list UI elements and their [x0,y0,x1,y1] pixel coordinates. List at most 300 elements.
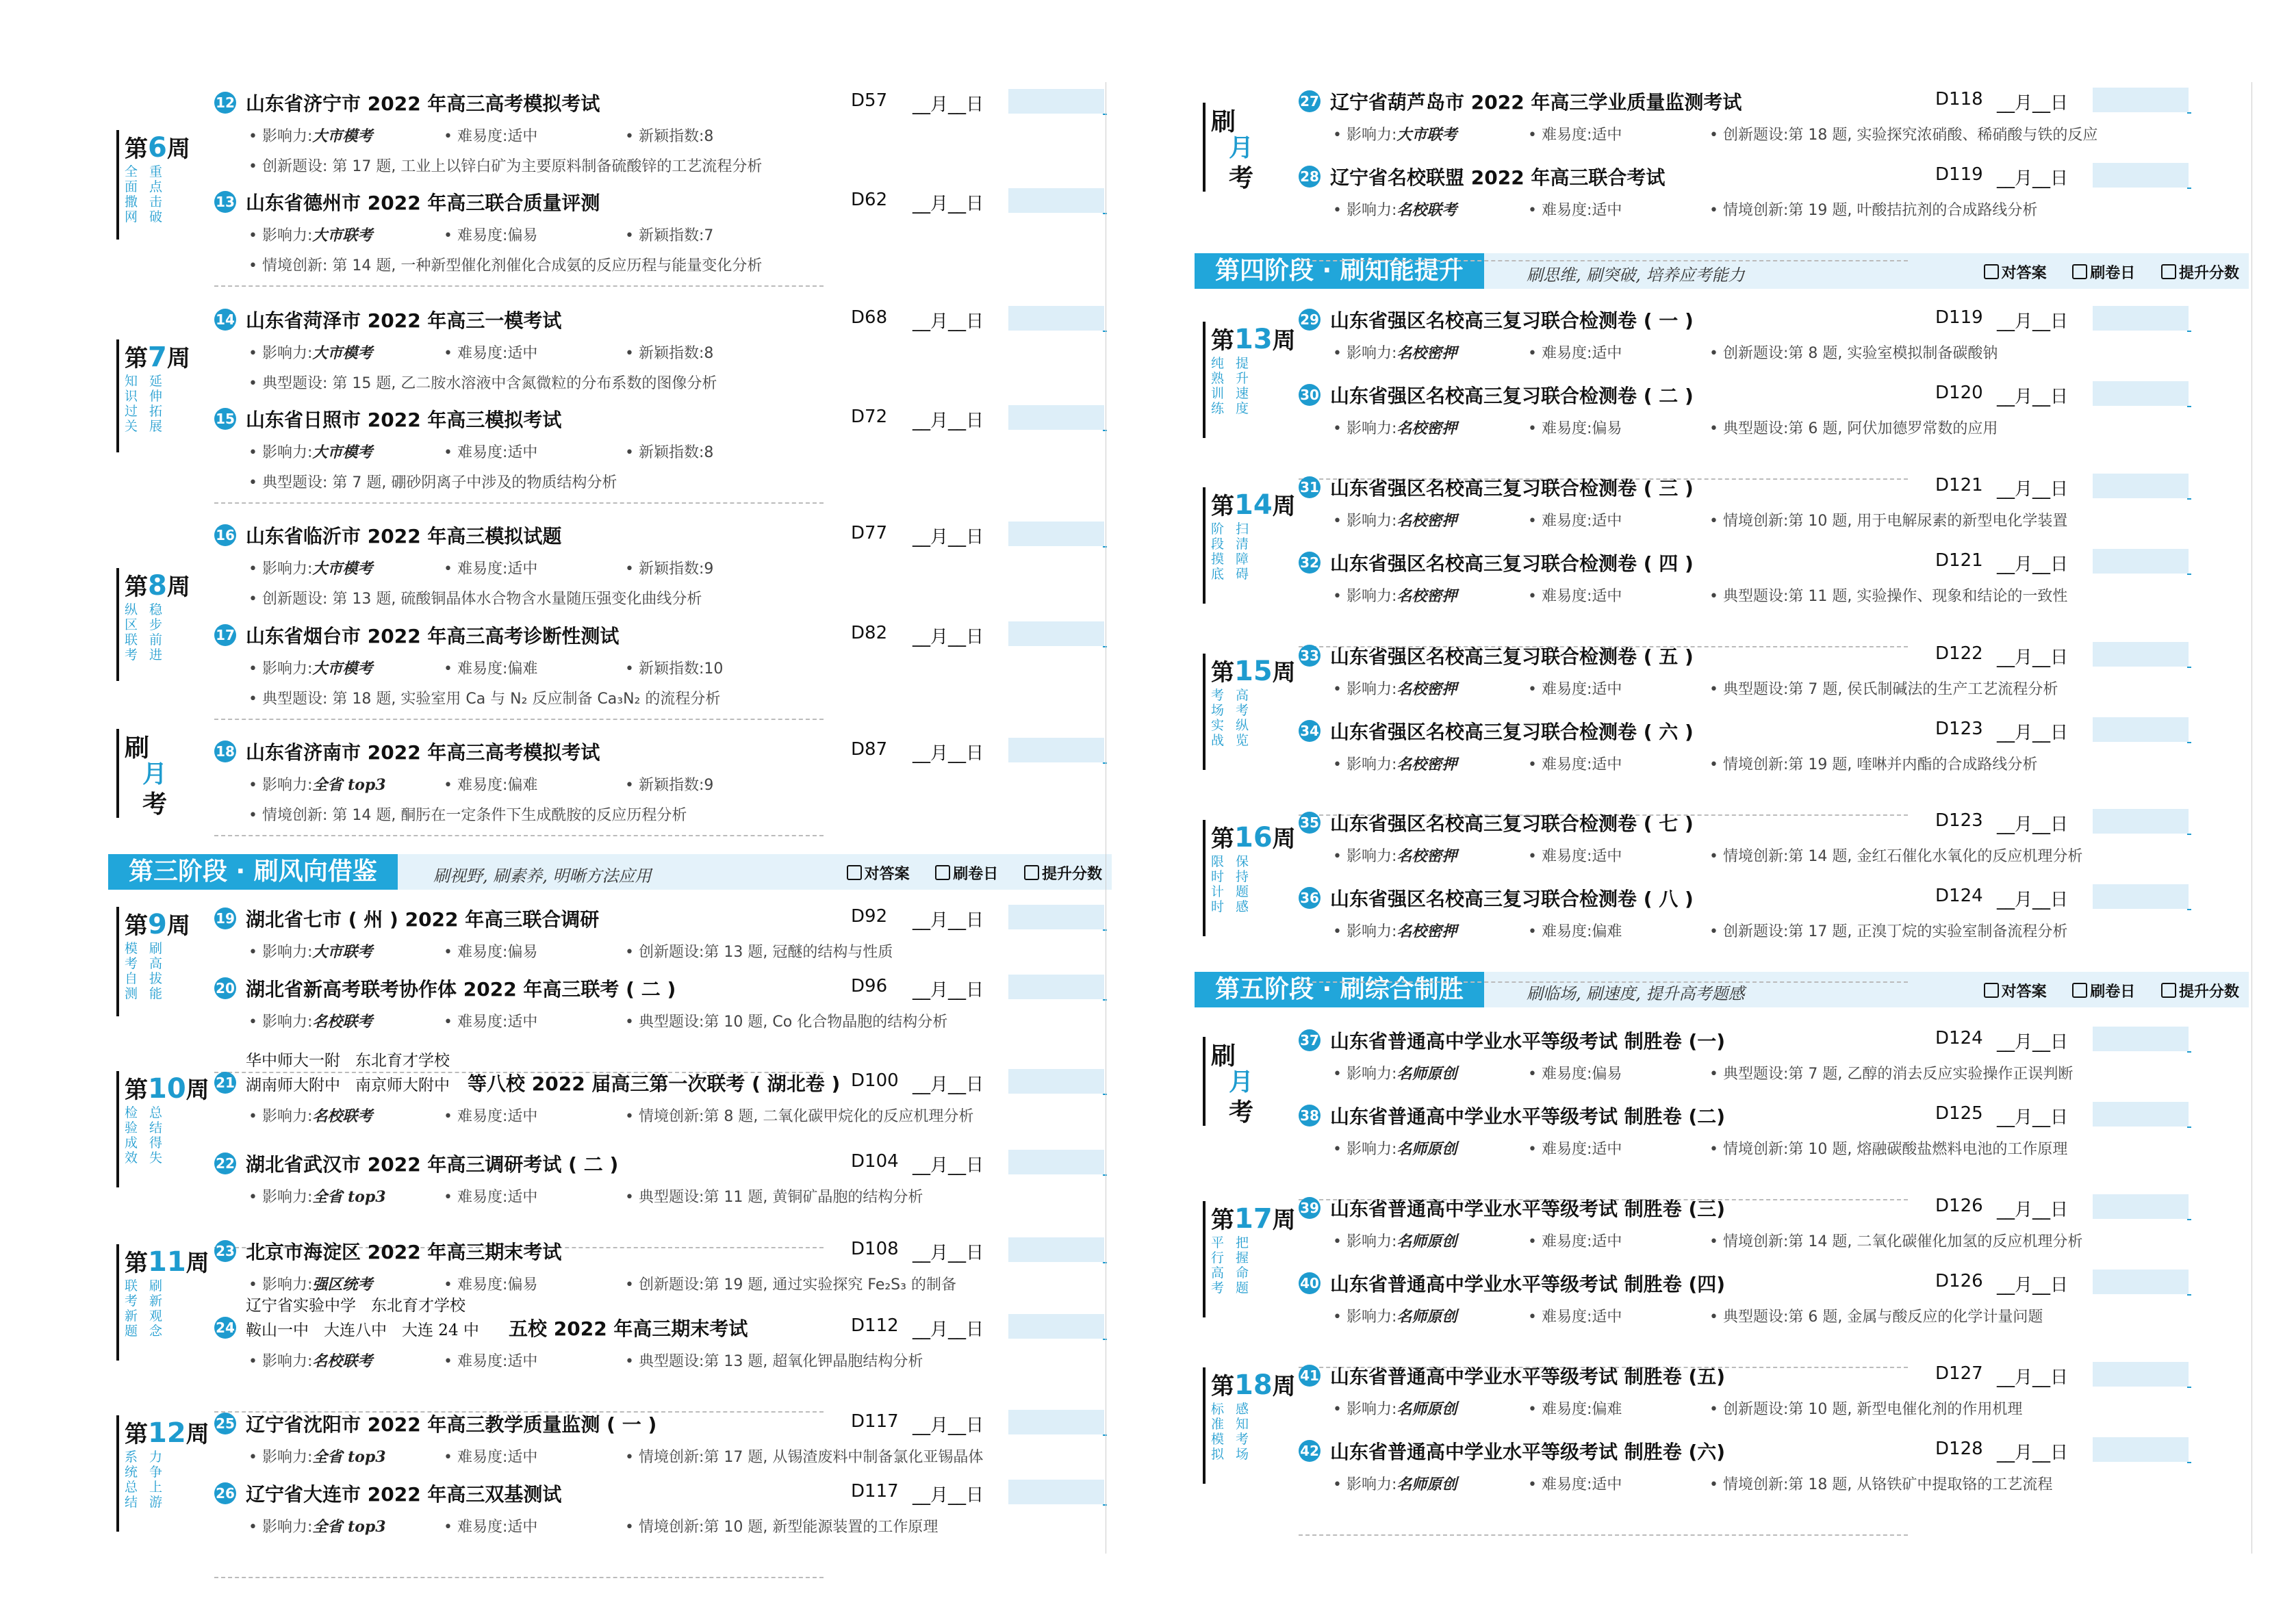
exam-title: 五校 2022 年高三期末考试 [509,1317,748,1340]
score-input-bar[interactable] [1008,1314,1104,1339]
exam-title: 山东省普通高中学业水平等级考试 制胜卷 (三) [1330,1198,1726,1220]
exam-entry [1299,1270,2257,1365]
exam-number-badge: 13 [214,191,236,213]
page-code: D117 [851,1411,899,1432]
third-meta-item: • 情境创新:第 18 题, 从铬铁矿中提取铬的工艺流程 [1709,1476,2053,1493]
score-input-bar[interactable] [1008,905,1104,929]
score-input-bar[interactable] [1008,621,1104,646]
exam-title: 辽宁省大连市 2022 年高三双基测试 [246,1483,562,1506]
third-meta-item: • 典型题设:第 6 题, 金属与酸反应的化学计量问题 [1709,1309,2043,1326]
exam-entry [1299,381,2257,477]
influence-item: • 影响力:名校联考 [248,1352,373,1370]
third-meta-item: • 创新题设:第 18 题, 实验探究浓硝酸、稀硝酸与铁的反应 [1709,127,2098,144]
difficulty-item: • 难易度:偏易 [1528,420,1622,437]
influence-item: • 影响力:名校联考 [1333,201,1457,219]
page-code: D126 [1935,1196,1983,1216]
entry-divider [214,502,824,504]
exam-detail: • 典型题设: 第 7 题, 硼砂阴离子中涉及的物质结构分析 [248,474,617,491]
exam-title: 湖北省七市 ( 州 ) 2022 年高三联合调研 [246,908,600,931]
entry-divider [1299,260,1908,261]
exam-title: 北京市海淀区 2022 年高三期末考试 [246,1241,562,1263]
page-code: D92 [851,906,888,927]
influence-item: • 影响力:名校联考 [248,1107,373,1125]
score-input-bar[interactable] [1008,405,1104,430]
difficulty-item: • 难易度:适中 [1528,127,1622,144]
difficulty-item: • 难易度:适中 [1528,1476,1622,1493]
exam-detail: • 创新题设: 第 17 题, 工业上以锌白矿为主要原料制备硫酸锌的工艺流程分析 [248,158,763,175]
difficulty-item: • 难易度:适中 [444,1519,538,1536]
third-meta-item: • 情境创新:第 10 题, 熔融碳酸盐燃料电池的工作原理 [1709,1141,2068,1158]
check-answer-button[interactable]: 对答案 [1984,265,2047,282]
exam-title: 辽宁省沈阳市 2022 年高三教学质量监测 ( 一 ) [246,1413,657,1436]
third-meta-item: • 新颖指数:7 [625,227,714,244]
difficulty-item: • 难易度:适中 [444,1449,538,1466]
score-input-bar[interactable] [2093,642,2189,667]
difficulty-item: • 难易度:适中 [444,1014,538,1031]
exam-entry [1299,1102,2257,1198]
influence-item: • 影响力:名校密押 [1333,680,1457,698]
influence-item: • 影响力:全省 top3 [248,1518,386,1536]
exam-title: 山东省烟台市 2022 年高三高考诊断性测试 [246,625,620,647]
score-input-bar[interactable] [1008,1480,1104,1504]
exam-entry [1299,1437,2257,1533]
exam-title: 山东省强区名校高三复习联合检测卷 ( 五 ) [1330,645,1694,668]
exam-title: 山东省普通高中学业水平等级考试 制胜卷 (四) [1330,1273,1726,1296]
exam-entry [214,1150,1173,1246]
third-meta-item: • 情境创新:第 14 题, 金红石催化水氧化的反应机理分析 [1709,848,2083,865]
school-name: 华中师大一附 [246,1052,340,1070]
date-blank[interactable]: __月__日 [913,1485,984,1506]
third-meta-item: • 典型题设:第 6 题, 阿伏加德罗常数的应用 [1709,420,1998,437]
difficulty-item: • 难易度:适中 [444,561,538,578]
third-meta-item: • 创新题设:第 10 题, 新型电催化剂的作用机理 [1709,1401,2023,1418]
difficulty-item: • 难易度:适中 [444,345,538,362]
exam-title: 山东省强区名校高三复习联合检测卷 ( 三 ) [1330,477,1694,500]
page-code: D128 [1935,1439,1983,1459]
bar-chart-icon [2161,983,2176,998]
stage-3-title: 第三阶段 · 刷风向借鉴 [108,854,398,890]
page-code: D121 [1935,550,1983,571]
exam-entry [214,621,1173,717]
influence-item: • 影响力:大市联考 [1333,126,1457,144]
third-meta-item: • 情境创新:第 17 题, 从锡渣废料中制备氯化亚锡晶体 [625,1449,984,1466]
score-input-bar[interactable] [2093,1437,2189,1462]
exam-number-badge: 31 [1299,476,1321,498]
stage-3-slogan: 刷视野, 刷素养, 明晰方法应用 [433,866,652,886]
page-code: D120 [1935,383,1983,403]
date-blank[interactable]: __月__日 [913,980,984,1001]
school-name: 大连 24 中 [402,1322,479,1339]
date-blank[interactable]: __月__日 [1997,311,2069,332]
date-blank[interactable]: __月__日 [913,627,984,647]
date-blank[interactable]: __月__日 [1997,723,2069,743]
third-meta-item: • 情境创新:第 10 题, 用于电解尿素的新型电化学装置 [1709,513,2068,530]
exam-entry [1299,163,2257,259]
entry-divider [214,1577,824,1578]
influence-item: • 影响力:名师原创 [1333,1476,1457,1493]
difficulty-item: • 难易度:适中 [1528,848,1622,865]
bar-chart-icon [2161,264,2176,279]
exam-detail: • 典型题设: 第 18 题, 实验室用 Ca 与 N₂ 反应制备 Ca₃N₂ 的流程分析 [248,691,721,708]
school-list [246,1293,494,1343]
school-name: 东北育才学校 [355,1052,450,1070]
page-code: D104 [851,1151,899,1172]
influence-item: • 影响力:全省 top3 [248,1448,386,1466]
exam-number-badge: 12 [214,92,236,114]
third-meta-item: • 创新题设:第 8 题, 实验室模拟制备碳酸钠 [1709,345,1998,362]
exam-number-badge: 16 [214,524,236,546]
exam-number-badge: 18 [214,741,236,762]
difficulty-item: • 难易度:适中 [1528,588,1622,605]
page-code: D77 [851,523,888,543]
improve-score-button[interactable]: 提升分数 [2161,265,2239,282]
exam-title: 湖北省新高考联考协作体 2022 年高三联考 ( 二 ) [246,978,676,1001]
exam-title: 湖北省武汉市 2022 年高三调研考试 ( 二 ) [246,1153,619,1176]
exam-entry [214,522,1173,617]
school-name: 湖南师大附中 [246,1077,340,1094]
right-page: 刷 月 考 第四阶段 · 刷知能提升 刷思维, 刷突破, 培养应考能力 对答案 刷卷日 提升分数 第13周 纯熟训练 提升速度 第14周 阶段摸底 扫清障碍 第15周 考场实战 高考纵览 第16周 限时计时 保持题感 第五阶段 · 刷综合制胜 刷临场, 刷速度, 提升高考题感 对答案 刷卷日 提升分数 刷 月 考 第17周 平行高考 把握命题 第18周 标准模拟 感知考场 27 辽宁省葫芦岛市 2022 年高三学业质量监测考试 D118 __月__日 • 影响力:大市联考 • 难易度:适中 • 创新题设:第 18 题, 实验探究浓硝酸、稀硝酸与铁的反应 28 辽宁省名校联盟 2022 年高三联合考试 D119 __月__日 • 影响力:名校联考 • 难易度:适中 • 情境创新:第 19 题, 叶酸拮抗剂的合成路线分析 29 山东省强区名校高三复习联合检测卷 ( 一 ) D119 __月__日 • 影响力:名校密押 • 难易度:适中 • 创新题设:第 8 题, 实验室模拟制备碳酸钠 30 山东省强区名校高三复习联合检测卷 ( 二 ) D120 __月__日 • 影响力:名校密押 • 难易度:偏易 • 典型题设:第 6 题, 阿伏加德罗常数的应用 31 山东省强区名校高三复习联合检测卷 ( 三 ) D121 __月__日 • 影响力:名校密押 • 难易度:适中 • 情境创新:第 10 题, 用于电解尿素的新型电化学装置 32 山东省强区名校高三复习联合检测卷 ( 四 ) D121 __月__日 • 影响力:名校密押 • 难易度:适中 • 典型题设:第 11 题, 实验操作、现象和结论的一致性 33 山东省强区名校高三复习联合检测卷 ( 五 ) D122 __月__日 • 影响力:名校密押 • 难易度:适中 • 典型题设:第 7 题, 侯氏制碱法的生产工艺流程分析 34 山东省强区名校高三复习联合检测卷 ( 六 ) D123 __月__日 • 影响力:名校密押 • 难易度:适中 • 情境创新:第 19 题, 喹啉并内酯的合成路线分析 35 山东省强区名校高三复习联合检测卷 ( 七 ) D123 __月__日 • 影响力:名校密押 • 难易度:适中 • 情境创新:第 14 题, 金红石催化水氧化的反应机理分析 36 山东省强区名校高三复习联合检测卷 ( 八 ) D124 __月__日 • 影响力:名校密押 • 难易度:偏难 • 创新题设:第 17 题, 正溴丁烷的实验室制备流程分析 37 山东省普通高中学业水平等级考试 制胜卷 (一) D124 __月__日 • 影响力:名师原创 • 难易度:偏易 • 典型题设:第 7 题, 乙醇的消去反应实验操作正误判断 38 山东省普通高中学业水平等级考试 制胜卷 (二) D125 __月__日 • 影响力:名师原创 • 难易度:适中 • 情境创新:第 10 题, 熔融碳酸盐燃料电池的工作原理 39 山东省普通高中学业水平等级考试 制胜卷 (三) D126 __月__日 • 影响力:名师原创 • 难易度:适中 • 情境创新:第 14 题, 二氧化碳催化加氢的反应机理分析 40 山东省普通高中学业水平等级考试 制胜卷 (四) D126 __月__日 • 影响力:名师原创 • 难易度:适中 • 典型题设:第 6 题, 金属与酸反应的化学计量问题 41 山东省普通高中学业水平等级考试 制胜卷 (五) D127 __月__日 • 影响力:名师原创 • 难易度:偏难 • 创新题设:第 10 题, 新型电催化剂的作用机理 42 山东省普通高中学业水平等级考试 制胜卷 (六) D128 __月__日 • 影响力:名师原创 • 难易度:适中 • 情境创新:第 18 题, 从铬铁矿中提取铬的工艺流程 [1148,0,2296,1622]
exam-title: 山东省临沂市 2022 年高三模拟试题 [246,525,562,548]
exam-entry [1299,549,2257,645]
difficulty-item: • 难易度:适中 [1528,681,1622,698]
exam-number-badge: 28 [1299,166,1321,188]
page-code: D100 [851,1070,899,1091]
date-blank[interactable]: __月__日 [1997,93,2069,114]
bar-chart-icon [1024,865,1039,880]
third-meta-item: • 情境创新:第 14 题, 二氧化碳催化加氢的反应机理分析 [1709,1233,2083,1250]
date-blank[interactable]: __月__日 [1997,1443,2069,1463]
page-code: D121 [1935,475,1983,495]
exam-number-badge: 14 [214,309,236,331]
page-code: D125 [1935,1103,1983,1124]
score-input-bar[interactable] [1008,188,1104,213]
exam-title: 山东省菏泽市 2022 年高三一模考试 [246,309,562,332]
checkbox-icon [1984,983,1999,998]
score-input-bar[interactable] [2093,549,2189,574]
third-meta-item: • 新颖指数:10 [625,660,724,678]
influence-item: • 影响力:大市模考 [248,660,373,678]
stage-4-title: 第四阶段 · 刷知能提升 [1195,253,1484,289]
exam-number-badge: 35 [1299,812,1321,834]
school-name: 大连八中 [324,1322,387,1339]
third-meta-item: • 典型题设:第 10 题, Co 化合物晶胞的结构分析 [625,1014,948,1031]
date-blank[interactable]: __月__日 [913,910,984,931]
influence-item: • 影响力:强区统考 [248,1276,373,1293]
date-blank[interactable]: __月__日 [913,94,984,115]
influence-item: • 影响力:名师原创 [1333,1065,1457,1083]
third-meta-item: • 新颖指数:8 [625,444,714,461]
paper-day-button[interactable]: 刷卷日 [2072,983,2135,1001]
difficulty-item: • 难易度:适中 [1528,202,1622,219]
difficulty-item: • 难易度:偏难 [444,777,538,794]
exam-number-badge: 19 [214,907,236,929]
difficulty-item: • 难易度:适中 [444,1353,538,1370]
exam-number-badge: 42 [1299,1440,1321,1462]
exam-number-badge: 32 [1299,552,1321,574]
third-meta-item: • 情境创新:第 8 题, 二氧化碳甲烷化的反应机理分析 [625,1108,974,1125]
score-input-bar[interactable] [2093,1362,2189,1387]
exam-number-badge: 21 [214,1072,236,1094]
page-code: D123 [1935,810,1983,831]
exam-title: 辽宁省名校联盟 2022 年高三联合考试 [1330,166,1666,189]
stage-3-tools [826,862,1102,884]
date-blank[interactable]: __月__日 [913,194,984,214]
exam-title: 山东省济南市 2022 年高三高考模拟考试 [246,741,600,764]
score-input-bar[interactable] [1008,975,1104,999]
page-code: D82 [851,623,888,643]
exam-title: 山东省普通高中学业水平等级考试 制胜卷 (一) [1330,1030,1726,1053]
score-input-bar[interactable] [2093,884,2189,909]
score-input-bar[interactable] [2093,474,2189,498]
exam-title: 山东省强区名校高三复习联合检测卷 ( 六 ) [1330,721,1694,743]
influence-item: • 影响力:全省 top3 [248,776,386,794]
page-code: D87 [851,739,888,760]
exam-title: 山东省日照市 2022 年高三模拟考试 [246,409,562,431]
page-code: D96 [851,976,888,996]
influence-item: • 影响力:名校密押 [1333,756,1457,773]
page-code: D72 [851,407,888,427]
calendar-icon [2072,983,2087,998]
entry-divider [214,835,824,836]
date-blank[interactable]: __月__日 [1997,1367,2069,1388]
check-answer-button[interactable]: 对答案 [1984,983,2047,1001]
date-blank[interactable]: __月__日 [913,311,984,332]
score-input-bar[interactable] [1008,1069,1104,1094]
date-blank[interactable]: __月__日 [1997,647,2069,668]
exam-title: 山东省强区名校高三复习联合检测卷 ( 一 ) [1330,309,1694,332]
date-blank[interactable]: __月__日 [1997,1032,2069,1053]
improve-score-button[interactable]: 提升分数 [2161,983,2239,1001]
difficulty-item: • 难易度:偏易 [444,1276,538,1293]
date-blank[interactable]: __月__日 [913,743,984,764]
influence-item: • 影响力:名师原创 [1333,1308,1457,1326]
third-meta-item: • 新颖指数:8 [625,345,714,362]
influence-item: • 影响力:名校密押 [1333,344,1457,362]
score-input-bar[interactable] [2093,163,2189,188]
score-input-bar[interactable] [2093,381,2189,406]
score-input-bar[interactable] [1008,306,1104,331]
influence-item: • 影响力:名师原创 [1333,1140,1457,1158]
date-blank[interactable]: __月__日 [913,1074,984,1095]
exam-number-badge: 38 [1299,1105,1321,1127]
score-input-bar[interactable] [1008,1410,1104,1434]
date-blank[interactable]: __月__日 [1997,1200,2069,1220]
stage-4-tools [1963,261,2239,283]
exam-number-badge: 40 [1299,1272,1321,1294]
third-meta-item: • 新颖指数:9 [625,561,714,578]
difficulty-item: • 难易度:适中 [1528,756,1622,773]
exam-title: 辽宁省葫芦岛市 2022 年高三学业质量监测考试 [1330,91,1742,114]
influence-item: • 影响力:名校密押 [1333,420,1457,437]
exam-number-badge: 25 [214,1413,236,1434]
page-code: D126 [1935,1271,1983,1291]
page-code: D127 [1935,1363,1983,1384]
exam-detail: • 情境创新: 第 14 题, 一种新型催化剂催化合成氨的反应历程与能量变化分析 [248,257,763,274]
difficulty-item: • 难易度:适中 [444,1189,538,1206]
influence-item: • 影响力:大市模考 [248,344,373,362]
improve-score-button[interactable]: 提升分数 [1024,866,1102,883]
score-input-bar[interactable] [2093,306,2189,331]
influence-item: • 影响力:全省 top3 [248,1188,386,1206]
entry-divider [214,719,824,720]
exam-entry [214,188,1173,284]
calendar-icon [2072,264,2087,279]
score-input-bar[interactable] [2093,1027,2189,1051]
exam-number-badge: 37 [1299,1029,1321,1051]
page-code: D57 [851,90,888,111]
page-code: D118 [1935,89,1983,110]
date-blank[interactable]: __月__日 [1997,554,2069,575]
score-input-bar[interactable] [2093,717,2189,742]
date-blank[interactable]: __月__日 [1997,479,2069,500]
exam-number-badge: 30 [1299,384,1321,406]
school-name: 辽宁省实验中学 [246,1297,356,1315]
school-name: 东北育才学校 [371,1297,465,1315]
exam-number-badge: 39 [1299,1197,1321,1219]
exam-number-badge: 22 [214,1153,236,1174]
page-code: D108 [851,1239,899,1259]
page-code: D119 [1935,307,1983,328]
exam-number-badge: 27 [1299,90,1321,112]
third-meta-item: • 情境创新:第 19 题, 喹啉并内酯的合成路线分析 [1709,756,2038,773]
date-blank[interactable]: __月__日 [913,411,984,431]
date-blank[interactable]: __月__日 [1997,1107,2069,1128]
exam-title: 山东省济宁市 2022 年高三高考模拟考试 [246,92,600,115]
difficulty-item: • 难易度:偏易 [1528,1066,1622,1083]
school-name: 鞍山一中 [246,1322,309,1339]
page-code: D62 [851,190,888,210]
score-input-bar[interactable] [2093,88,2189,112]
influence-item: • 影响力:大市模考 [248,127,373,145]
difficulty-item: • 难易度:适中 [444,1108,538,1125]
score-input-bar[interactable] [2093,809,2189,834]
exam-number-badge: 33 [1299,645,1321,667]
exam-title: 山东省普通高中学业水平等级考试 制胜卷 (五) [1330,1365,1726,1388]
difficulty-item: • 难易度:适中 [1528,1141,1622,1158]
check-answer-button[interactable]: 对答案 [847,866,910,883]
exam-detail: • 情境创新: 第 14 题, 酮肟在一定条件下生成酰胺的反应历程分析 [248,807,687,824]
stage-5-title: 第五阶段 · 刷综合制胜 [1195,972,1484,1007]
page-code: D68 [851,307,888,328]
score-input-bar[interactable] [2093,1270,2189,1294]
school-list [246,1048,465,1098]
exam-detail: • 典型题设: 第 15 题, 乙二胺水溶液中含氮微粒的分布系数的图像分析 [248,375,717,392]
exam-entry [1299,717,2257,813]
difficulty-item: • 难易度:适中 [1528,513,1622,530]
exam-title: 山东省德州市 2022 年高三联合质量评测 [246,192,600,214]
date-blank[interactable]: __月__日 [913,1415,984,1436]
entry-divider [1299,1534,1908,1536]
page-code: D112 [851,1315,899,1336]
exam-entry [1299,884,2257,980]
exam-number-badge: 17 [214,624,236,646]
exam-title: 山东省强区名校高三复习联合检测卷 ( 八 ) [1330,888,1694,910]
date-blank[interactable]: __月__日 [1997,1275,2069,1296]
score-input-bar[interactable] [2093,1194,2189,1219]
exam-entry [214,89,1173,185]
exam-entry [214,738,1173,834]
score-input-bar[interactable] [1008,522,1104,546]
page-code: D123 [1935,719,1983,739]
third-meta-item: • 情境创新:第 19 题, 叶酸拮抗剂的合成路线分析 [1709,202,2038,219]
exam-number-badge: 41 [1299,1365,1321,1387]
date-blank[interactable]: __月__日 [1997,168,2069,189]
difficulty-item: • 难易度:适中 [444,128,538,145]
exam-title: 山东省普通高中学业水平等级考试 制胜卷 (六) [1330,1441,1726,1463]
third-meta-item: • 创新题设:第 19 题, 通过实验探究 Fe₂S₃ 的制备 [625,1276,956,1293]
third-meta-item: • 典型题设:第 13 题, 超氧化钾晶胞结构分析 [625,1353,923,1370]
exam-number-badge: 20 [214,977,236,999]
exam-number-badge: 26 [214,1482,236,1504]
exam-number-badge: 24 [214,1317,236,1339]
score-input-bar[interactable] [1008,1237,1104,1262]
paper-day-button[interactable]: 刷卷日 [2072,265,2135,282]
difficulty-item: • 难易度:偏易 [444,227,538,244]
stage-5-tools [1963,980,2239,1001]
difficulty-item: • 难易度:适中 [1528,345,1622,362]
exam-entry [214,1297,1173,1410]
date-blank[interactable]: __月__日 [913,527,984,548]
influence-item: • 影响力:名校密押 [1333,587,1457,605]
page-code: D124 [1935,886,1983,906]
date-blank[interactable]: __月__日 [913,1243,984,1263]
date-blank[interactable]: __月__日 [1997,387,2069,407]
calendar-icon [935,865,950,880]
score-input-bar[interactable] [2093,1102,2189,1127]
exam-number-badge: 29 [1299,309,1321,331]
exam-title: 山东省普通高中学业水平等级考试 制胜卷 (二) [1330,1105,1726,1128]
score-input-bar[interactable] [1008,1150,1104,1174]
entry-divider [214,285,824,287]
score-input-bar[interactable] [1008,738,1104,762]
page-code: D119 [1935,164,1983,185]
exam-title: 山东省强区名校高三复习联合检测卷 ( 二 ) [1330,385,1694,407]
exam-entry [214,1480,1173,1575]
influence-item: • 影响力:名校密押 [1333,512,1457,530]
difficulty-item: • 难易度:适中 [1528,1233,1622,1250]
third-meta-item: • 典型题设:第 7 题, 侯氏制碱法的生产工艺流程分析 [1709,681,2058,698]
exam-title: 山东省强区名校高三复习联合检测卷 ( 四 ) [1330,552,1694,575]
date-blank[interactable]: __月__日 [913,1155,984,1176]
paper-day-button[interactable]: 刷卷日 [935,866,998,883]
third-meta-item: • 新颖指数:9 [625,777,714,794]
date-blank[interactable]: __月__日 [1997,890,2069,910]
entry-divider [1299,981,1908,983]
difficulty-item: • 难易度:适中 [444,444,538,461]
checkbox-icon [847,865,862,880]
date-blank[interactable]: __月__日 [913,1320,984,1340]
exam-detail: • 创新题设: 第 13 题, 硫酸铜晶体水合物含水量随压强变化曲线分析 [248,591,702,608]
exam-number-badge: 34 [1299,720,1321,742]
influence-item: • 影响力:名校联考 [248,1013,373,1031]
page-code: D124 [1935,1028,1983,1048]
school-name: 南京师大附中 [355,1077,450,1094]
influence-item: • 影响力:大市联考 [248,943,373,961]
influence-item: • 影响力:名校密押 [1333,923,1457,940]
third-meta-item: • 典型题设:第 11 题, 实验操作、现象和结论的一致性 [1709,588,2068,605]
third-meta-item: • 创新题设:第 13 题, 冠醚的结构与性质 [625,944,893,961]
difficulty-item: • 难易度:偏难 [1528,1401,1622,1418]
stage-3-header [108,854,1112,890]
influence-item: • 影响力:名校密押 [1333,847,1457,865]
date-blank[interactable]: __月__日 [1997,814,2069,835]
stage-4-slogan: 刷思维, 刷突破, 培养应考能力 [1527,266,1745,285]
score-input-bar[interactable] [1008,89,1104,114]
exam-entry [214,306,1173,402]
exam-title: 山东省强区名校高三复习联合检测卷 ( 七 ) [1330,812,1694,835]
exam-number-badge: 23 [214,1240,236,1262]
third-meta-item: • 创新题设:第 17 题, 正溴丁烷的实验室制备流程分析 [1709,923,2068,940]
